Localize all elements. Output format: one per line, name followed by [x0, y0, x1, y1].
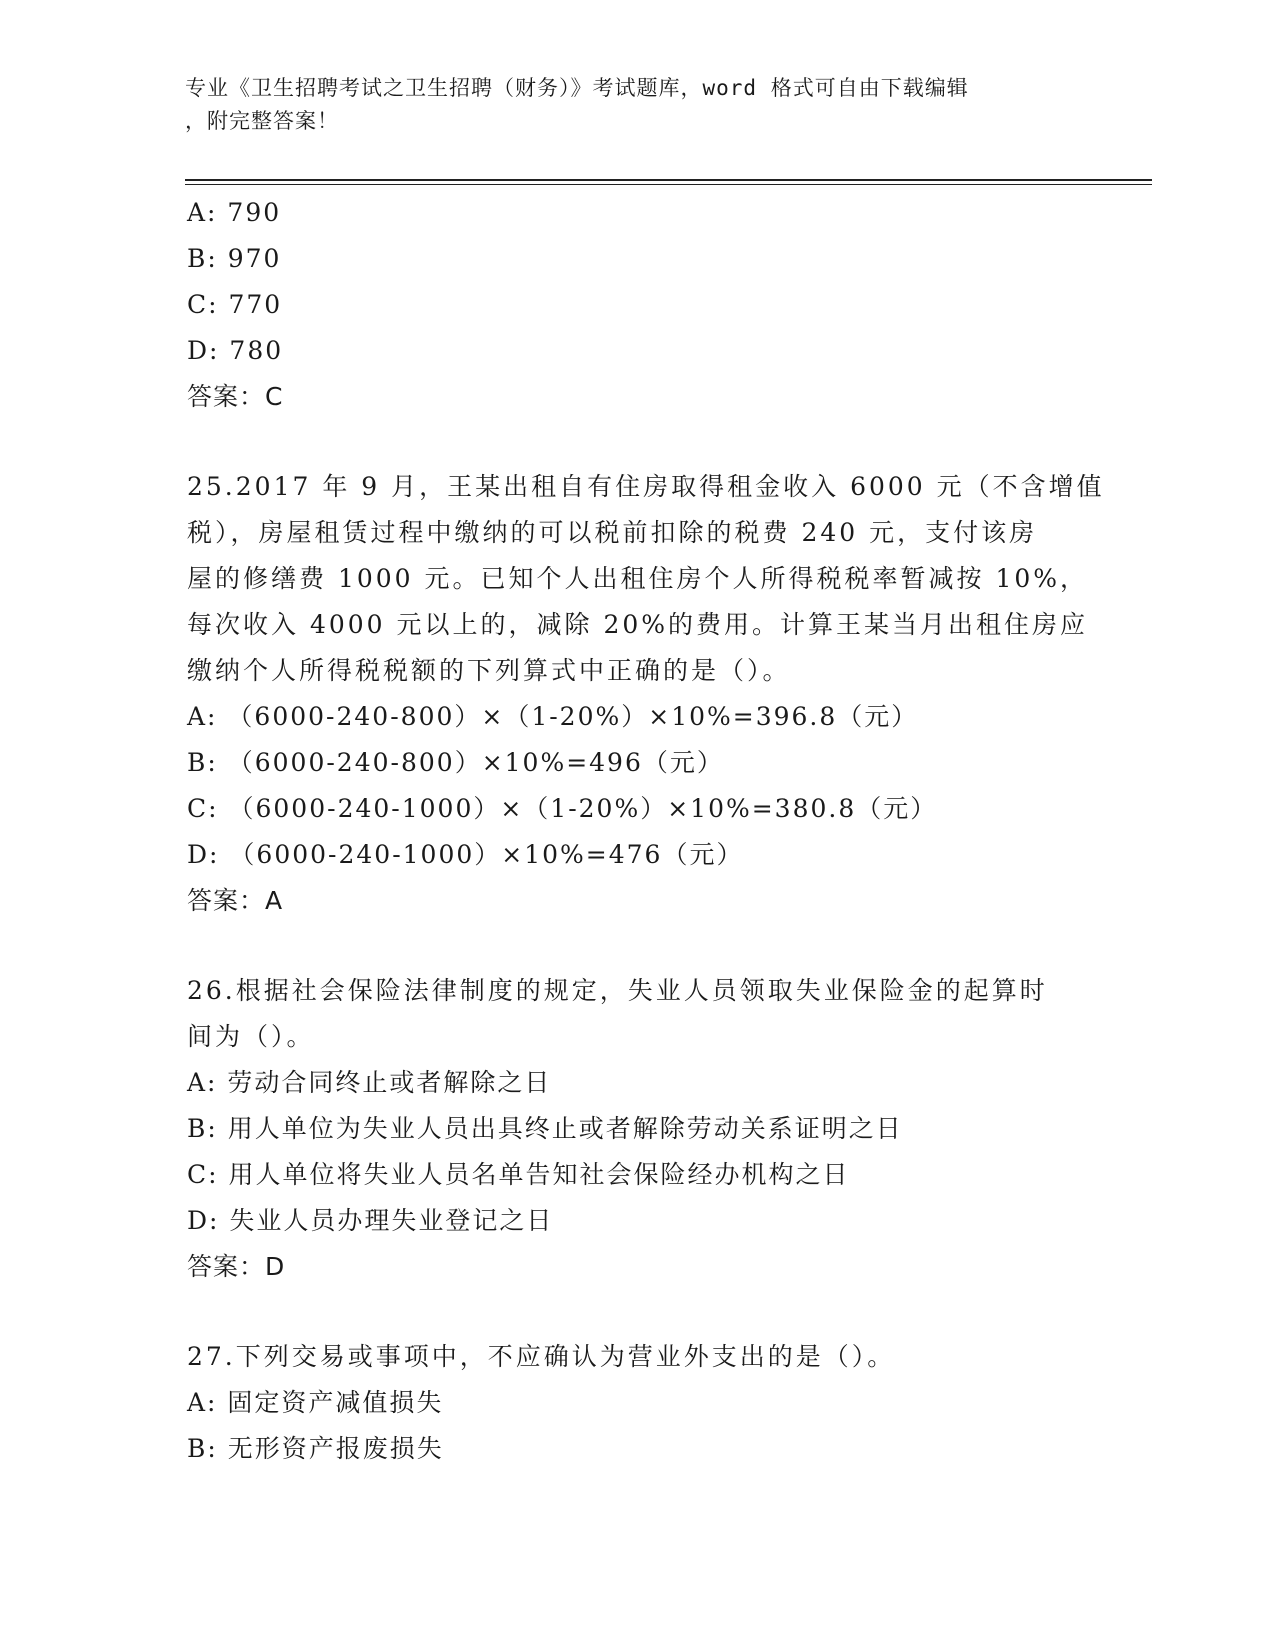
option-c: C: 770 — [187, 290, 283, 319]
option-d: D: 失业人员办理失业登记之日 — [187, 1206, 554, 1235]
option-a: A: 劳动合同终止或者解除之日 — [187, 1068, 552, 1097]
answer: 答案：C — [187, 382, 284, 411]
document-body — [187, 190, 1105, 1472]
option-b: B: （6000-240-800）×10%=496（元） — [187, 748, 724, 777]
option-a: A: 790 — [187, 198, 282, 227]
option-c: C: 用人单位将失业人员名单告知社会保险经办机构之日 — [187, 1160, 850, 1189]
header-line-2: ，附完整答案！ — [185, 109, 339, 133]
answer: 答案：D — [187, 1252, 286, 1281]
option-c: C: （6000-240-1000）×（1-20%）×10%=380.8（元） — [187, 794, 938, 823]
question-text-line: 间为（）。 — [187, 1022, 315, 1051]
header-line-1: 专业《卫生招聘考试之卫生招聘（财务）》考试题库，word 格式可自由下载编辑 — [185, 76, 969, 100]
header-rule-thin — [185, 184, 1152, 185]
question-text-line: 25.2017 年 9 月，王某出租自有住房取得租金收入 6000 元（不含增值 — [187, 472, 1105, 501]
question-27 — [187, 1334, 1087, 1472]
option-a: A: 固定资产减值损失 — [187, 1388, 444, 1417]
document-header — [185, 72, 1065, 138]
question-24 — [187, 190, 1087, 420]
option-a: A: （6000-240-800）×（1-20%）×10%=396.8（元） — [187, 702, 919, 731]
question-text-line: 每次收入 4000 元以上的，减除 20%的费用。计算王某当月出租住房应 — [187, 610, 1089, 639]
question-25 — [187, 464, 1105, 924]
question-text-line: 缴纳个人所得税税额的下列算式中正确的是（）。 — [187, 656, 791, 685]
option-d: D: 780 — [187, 336, 284, 365]
option-b: B: 用人单位为失业人员出具终止或者解除劳动关系证明之日 — [187, 1114, 903, 1143]
question-26 — [187, 968, 1087, 1290]
option-b: B: 970 — [187, 244, 282, 273]
question-text-line: 27.下列交易或事项中，不应确认为营业外支出的是（）。 — [187, 1342, 896, 1371]
option-d: D: （6000-240-1000）×10%=476（元） — [187, 840, 744, 869]
question-text-line: 26.根据社会保险法律制度的规定，失业人员领取失业保险金的起算时 — [187, 976, 1048, 1005]
option-b: B: 无形资产报废损失 — [187, 1434, 444, 1463]
question-text-line: 税），房屋租赁过程中缴纳的可以税前扣除的税费 240 元，支付该房 — [187, 518, 1038, 547]
question-text-line: 屋的修缮费 1000 元。已知个人出租住房个人所得税税率暂减按 10%， — [187, 564, 1089, 593]
header-rule-thick — [185, 179, 1152, 181]
answer: 答案：A — [187, 886, 284, 915]
